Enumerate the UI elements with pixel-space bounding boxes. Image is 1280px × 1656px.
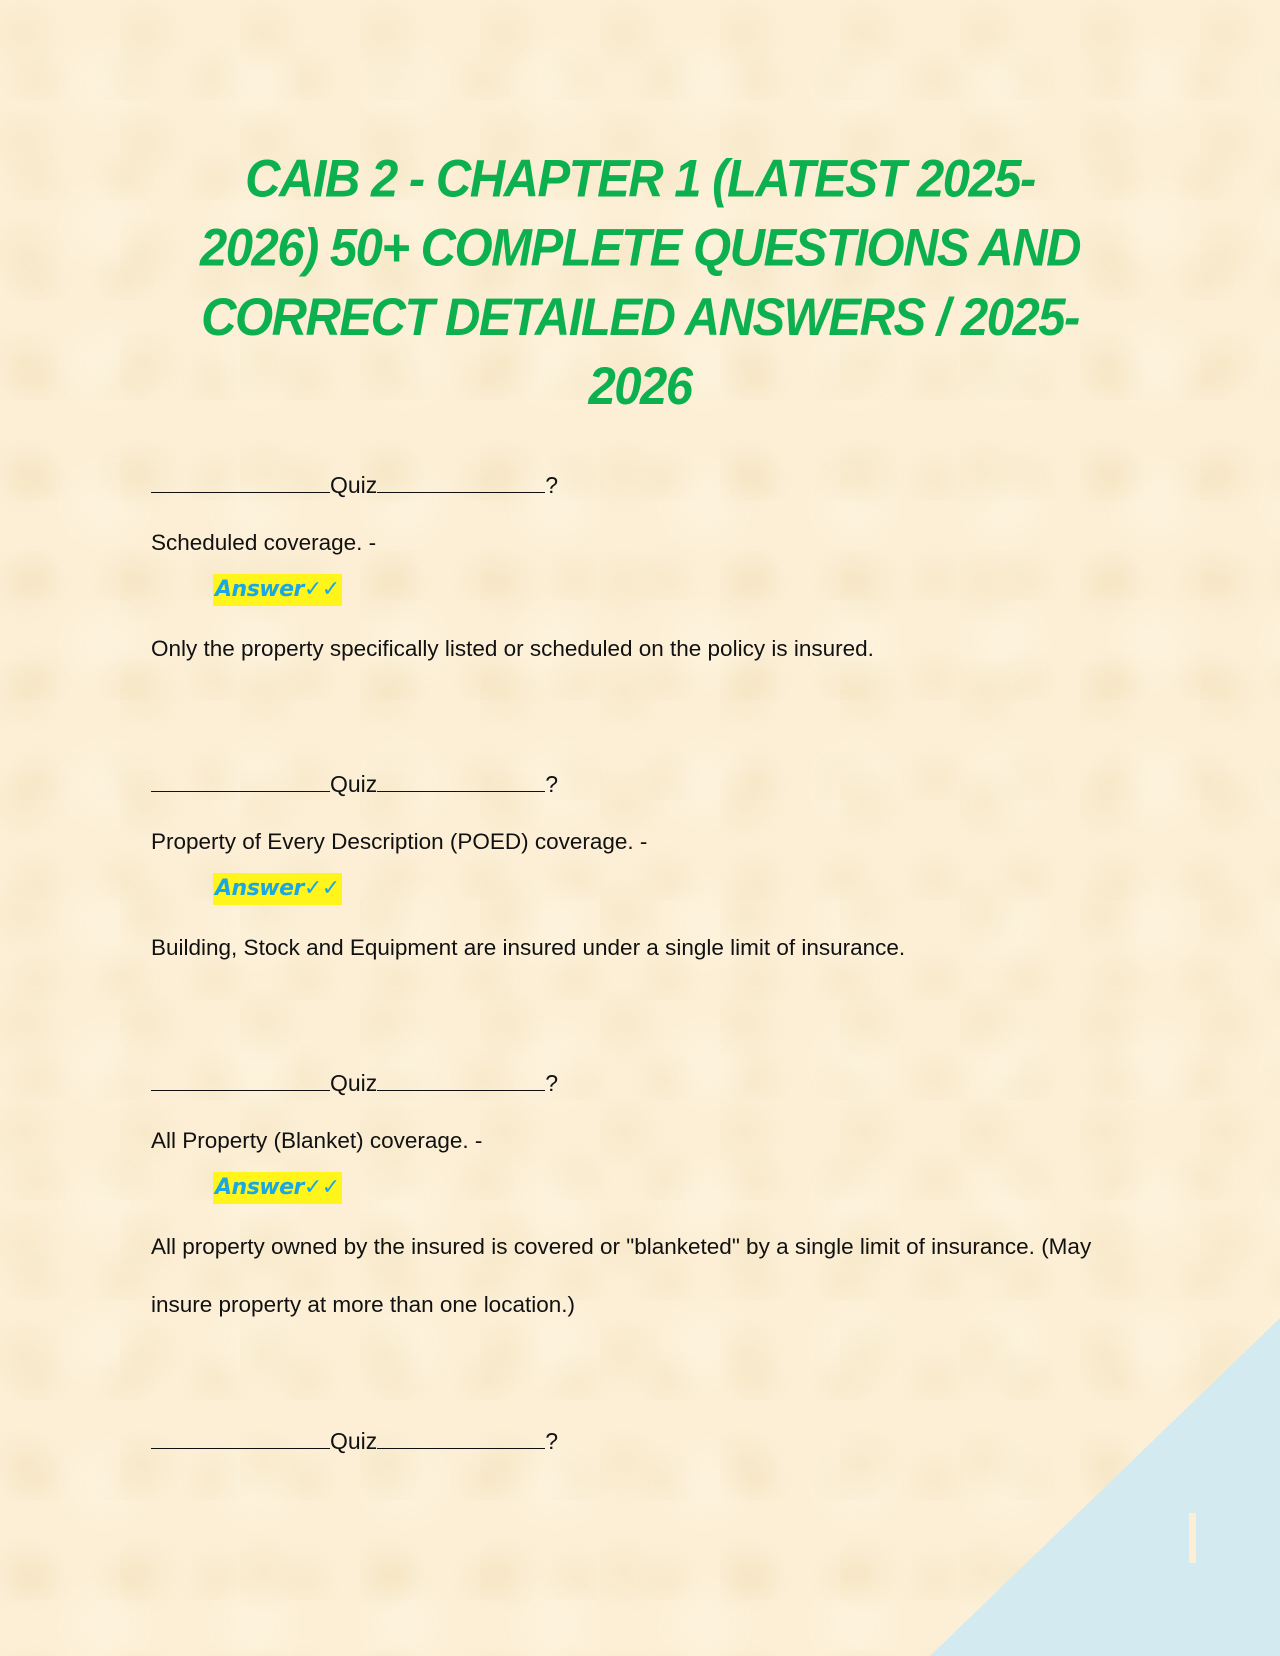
answer-text: Only the property specifically listed or scheduled on the policy is insured.: [151, 636, 874, 661]
quiz-heading: [151, 1068, 1151, 1097]
answer-text: Building, Stock and Equipment are insured under a single limit of insurance.: [151, 935, 906, 960]
quiz-blank: [377, 470, 545, 493]
quiz-suffix: ?: [545, 771, 559, 797]
quiz-heading: [151, 769, 1151, 798]
quiz-item: [151, 769, 1151, 977]
quiz-label: Quiz: [330, 1428, 378, 1454]
quiz-label: Quiz: [330, 472, 378, 498]
quiz-label: Quiz: [330, 1070, 378, 1096]
quiz-item: [151, 1068, 1151, 1334]
page-number-glyph: [1189, 1513, 1196, 1563]
quiz-blank: [151, 470, 330, 493]
answer-badge: Answer✓✓: [213, 574, 342, 606]
quiz-blank: [377, 769, 545, 792]
quiz-blank: [151, 1426, 330, 1449]
answer-badge: Answer✓✓: [213, 873, 342, 905]
quiz-suffix: ?: [545, 472, 559, 498]
question-text: All Property (Blanket) coverage. -: [151, 1128, 483, 1153]
title-line: CAIB 2 - CHAPTER 1 (LATEST 2025-: [245, 150, 1035, 209]
quiz-blank: [377, 1068, 545, 1091]
quiz-blank: [151, 769, 330, 792]
answer-badge: Answer✓✓: [213, 1172, 342, 1204]
quiz-item: [151, 470, 1151, 678]
quiz-suffix: ?: [545, 1070, 559, 1096]
quiz-heading: [151, 1426, 1151, 1455]
question-text: Property of Every Description (POED) coverage. -: [151, 829, 648, 854]
quiz-suffix: ?: [545, 1428, 559, 1454]
title-line: CORRECT DETAILED ANSWERS / 2025-: [201, 288, 1079, 347]
answer-text-line: insure property at more than one location.): [151, 1292, 575, 1317]
quiz-heading: [151, 470, 1151, 499]
quiz-label: Quiz: [330, 771, 378, 797]
quiz-blank: [151, 1068, 330, 1091]
quiz-blank: [377, 1426, 545, 1449]
title-line: 2026: [588, 357, 692, 416]
quiz-item: [151, 1426, 1151, 1455]
question-text: Scheduled coverage. -: [151, 530, 377, 555]
answer-text-line: All property owned by the insured is covered or "blanketed" by a single limit of insurance. (May: [151, 1234, 1092, 1259]
title-line: 2026) 50+ COMPLETE QUESTIONS AND: [199, 219, 1081, 278]
document-title: [140, 145, 1140, 421]
